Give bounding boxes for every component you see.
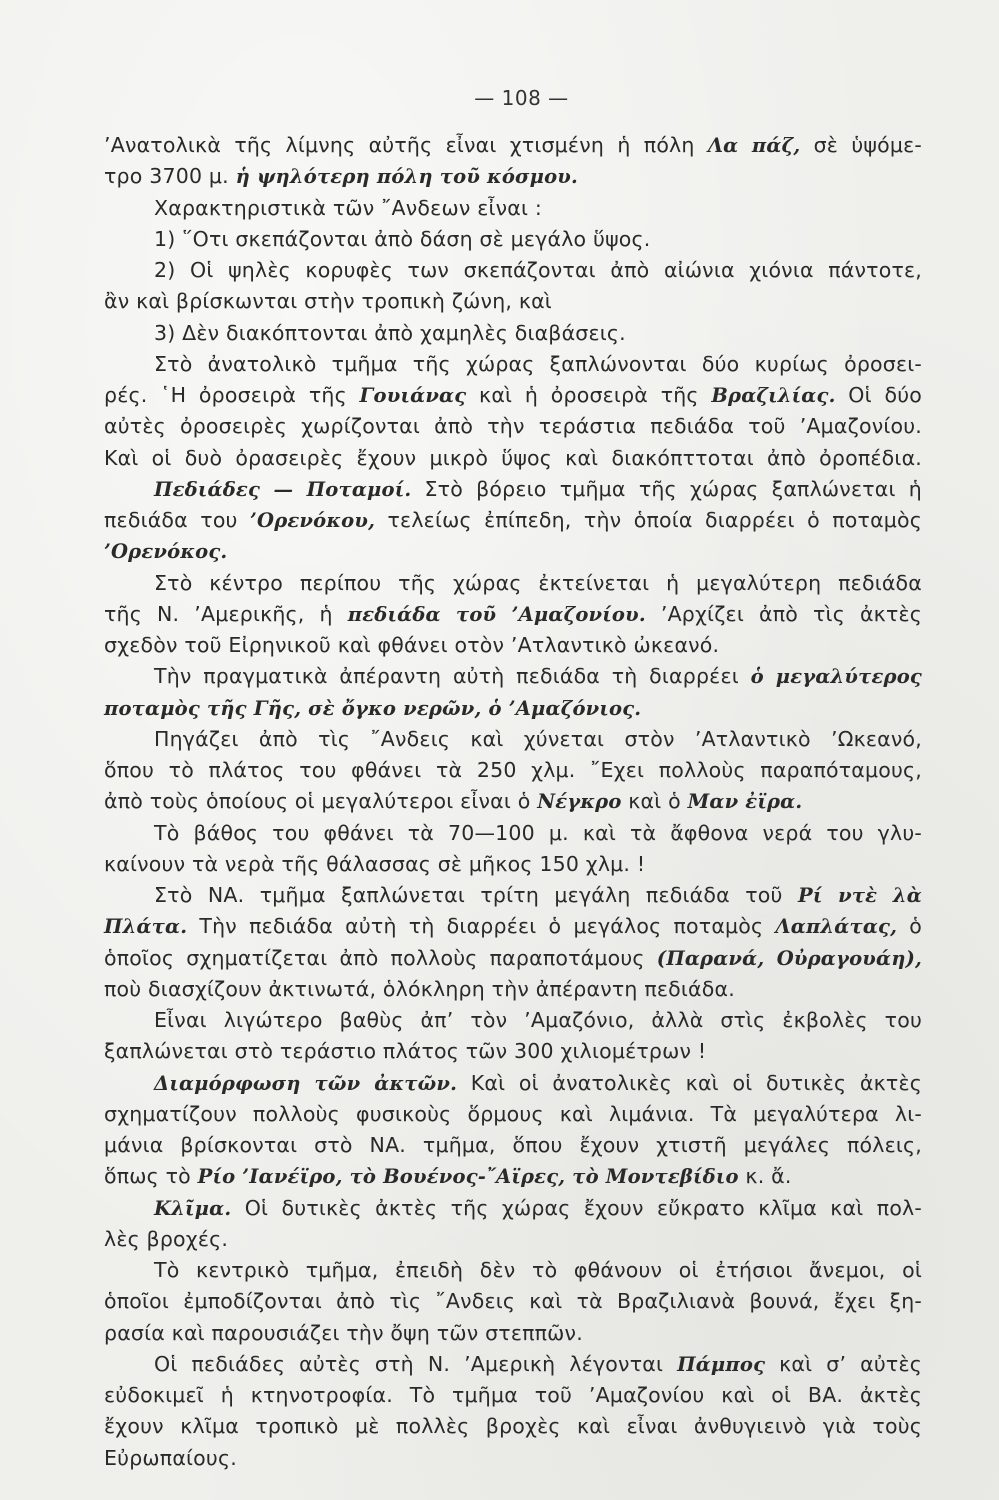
- text-segment: Εἶναι λιγώτερο βαθὺς ἀπ’ τὸν ’Αμαζόνιο, ἀλλὰ στὶς ἐκβολὲς του: [154, 1008, 922, 1032]
- emphasis-text: ποταμὸς τῆς Γῆς, σὲ ὄγκο νερῶν, ὁ ’Αμαζόνιος.: [104, 696, 642, 720]
- text-segment: Καὶ οἱ δυὸ ὀρασειρὲς ἔχουν μικρὸ ὕψος καὶ διακόπττοται ἀπὸ ὀροπέδια.: [104, 445, 922, 470]
- text-segment: ἔχουν κλῖμα τροπικὸ μὲ πολλὲς βροχὲς καὶ εἶναι ἀνθυγιεινὸ γιὰ τοὺς: [104, 1414, 922, 1439]
- text-line: [104, 130, 922, 161]
- text-line: [104, 661, 922, 692]
- text-line: [104, 911, 922, 942]
- emphasis-text: Βραζιλίας.: [711, 384, 836, 407]
- text-segment: μάνια βρίσκονται στὸ ΝΑ. τμῆμα, ὅπου ἔχουν χτιστῆ μεγάλες πόλεις,: [104, 1133, 922, 1157]
- text-segment: τῆς Ν. ’Αμερικῆς, ἡ: [104, 601, 348, 626]
- emphasis-text: Γουιάνας: [359, 384, 467, 407]
- text-segment: τελείως ἐπίπεδη, τὴν ὁποία διαρρέει ὁ ποταμὸς: [375, 508, 922, 532]
- text-segment: ὅπως τὸ: [104, 1164, 198, 1189]
- text-line: [104, 1443, 922, 1474]
- text-line: [104, 1286, 922, 1317]
- emphasis-text: (Παρανά, Οὐραγουάη),: [656, 946, 923, 970]
- text-line: [104, 1255, 922, 1286]
- emphasis-text: Λαπλάτας,: [775, 915, 898, 939]
- text-segment: Τὸ βάθος του φθάνει τὰ 70—100 μ. καὶ τὰ ἄφθονα νερά του γλυ-: [154, 820, 922, 845]
- text-segment: καίνουν τὰ νερὰ τῆς θάλασσας σὲ μῆκος 150 χλμ. !: [104, 851, 646, 876]
- text-segment: εὐδοκιμεῖ ἡ κτηνοτροφία. Τὸ τμῆμα τοῦ ’Αμαζονίου καὶ οἱ ΒΑ. ἀκτὲς: [104, 1383, 922, 1407]
- text-line: [104, 1099, 922, 1130]
- text-line: [104, 161, 922, 192]
- text-segment: ὁποῖος σχηματίζεται ἀπὸ πολλοὺς παραποτάμους: [104, 945, 657, 970]
- text-line: [104, 1068, 922, 1099]
- text-segment: Χαρακτηριστικὰ τῶν ῎Ανδεων εἶναι :: [154, 195, 542, 220]
- text-line: [104, 443, 922, 474]
- text-line: [104, 474, 922, 505]
- text-line: [104, 1411, 922, 1442]
- emphasis-text: πεδιάδα τοῦ ’Αμαζονίου.: [347, 602, 646, 626]
- text-line: [104, 755, 922, 786]
- text-segment: κ. ἄ.: [738, 1164, 792, 1189]
- text-segment: καὶ ὁ: [621, 789, 688, 814]
- text-line: [104, 536, 922, 567]
- text-line: [104, 1130, 922, 1161]
- text-segment: σὲ ὑψόμε-: [800, 133, 922, 157]
- text-line: [104, 193, 922, 224]
- text-segment: καὶ ἡ ὀροσειρὰ τῆς: [466, 383, 712, 407]
- text-segment: Τὴν πραγματικὰ ἀπέραντη αὐτὴ πεδιάδα τὴ διαρρέει: [154, 664, 751, 689]
- text-line: [104, 1161, 922, 1192]
- text-line: [104, 505, 922, 536]
- text-line: [104, 724, 922, 755]
- text-segment: Εὐρωπαίους.: [104, 1445, 237, 1470]
- text-segment: 3) Δὲν διακόπτονται ἀπὸ χαμηλὲς διαβάσεις.: [154, 320, 626, 345]
- text-segment: ποὺ διασχίζουν ἀκτινωτά, ὁλόκληρη τὴν ἀπέραντη πεδιάδα.: [104, 976, 735, 1001]
- text-segment: ξαπλώνεται στὸ τεράστιο πλάτος τῶν 300 χιλιομέτρων !: [104, 1039, 707, 1064]
- text-line: [104, 849, 922, 880]
- text-segment: Στὸ βόρειο τμῆμα τῆς χώρας ξαπλώνεται ἡ: [411, 476, 922, 501]
- text-line: [104, 286, 922, 317]
- text-line: [104, 880, 922, 911]
- text-segment: ὁ: [897, 914, 922, 939]
- text-segment: Στὸ κέντρο περίπου τῆς χώρας ἐκτείνεται ἡ μεγαλύτερη πεδιάδα: [154, 570, 922, 595]
- emphasis-text: Πάμπος: [677, 1352, 766, 1376]
- text-line: [104, 1193, 922, 1224]
- text-segment: ἂν καὶ βρίσκωνται στὴν τροπικὴ ζώνη, καὶ: [104, 289, 552, 314]
- text-segment: 2) Οἱ ψηλὲς κορυφὲς των σκεπάζονται ἀπὸ αἰώνια χιόνια πάντοτε,: [154, 258, 922, 282]
- emphasis-text: Πλάτα.: [104, 915, 188, 939]
- emphasis-text: ’Ορενόκου,: [250, 509, 376, 532]
- text-segment: ὅπου τὸ πλάτος του φθάνει τὰ 250 χλμ. ῎Εχει πολλοὺς παραπόταμους,: [104, 758, 922, 782]
- emphasis-text: Διαμόρφωση τῶν ἀκτῶν.: [154, 1071, 458, 1095]
- text-segment: πεδιάδα του: [104, 508, 251, 532]
- text-line: [104, 943, 922, 974]
- text-line: [104, 1380, 922, 1411]
- text-line: [104, 255, 922, 286]
- text-segment: ἀπὸ τοὺς ὁποίους οἱ μεγαλύτεροι εἶναι ὁ: [104, 789, 538, 814]
- text-line: [104, 1036, 922, 1067]
- emphasis-text: Pί ντὲ λὰ: [797, 884, 922, 907]
- body-text: [104, 130, 922, 1474]
- text-line: [104, 1005, 922, 1036]
- text-segment: Τὸ κεντρικὸ τμῆμα, ἐπειδὴ δὲν τὸ φθάνουν οἱ ἐτήσιοι ἄνεμοι, οἱ: [154, 1258, 922, 1282]
- page-number: — 108 —: [474, 86, 569, 110]
- text-line: [104, 818, 922, 849]
- text-segment: ὁποῖοι ἐμποδίζονται ἀπὸ τὶς ῎Ανδεις καὶ τὰ Βραζιλιανὰ βουνά, ἔχει ξη-: [104, 1289, 922, 1314]
- text-segment: λὲς βροχές.: [104, 1226, 229, 1251]
- text-line: [104, 1318, 922, 1349]
- text-line: [104, 380, 922, 411]
- text-segment: ρές. ῾Η ὀροσειρὰ τῆς: [104, 383, 360, 407]
- text-line: [104, 599, 922, 630]
- emphasis-text: Μαν ἐϊρα.: [687, 790, 803, 814]
- text-segment: Καὶ οἱ ἀνατολικὲς καὶ οἱ δυτικὲς ἀκτὲς: [457, 1070, 922, 1095]
- text-segment: ’Αρχίζει ἀπὸ τὶς ἀκτὲς: [645, 601, 922, 626]
- emphasis-text: Λα πάζ,: [707, 134, 801, 157]
- text-segment: καὶ σ’ αὐτὲς: [765, 1351, 922, 1376]
- text-segment: Πηγάζει ἀπὸ τὶς ῎Ανδεις καὶ χύνεται στὸν ’Ατλαντικὸ ’Ωκεανό,: [154, 726, 922, 751]
- text-segment: Οἱ δυτικὲς ἀκτὲς τῆς χώρας ἔχουν εὔκρατο κλῖμα καὶ πολ-: [231, 1195, 922, 1220]
- emphasis-text: Νέγκρο: [537, 790, 622, 814]
- text-segment: Τὴν πεδιάδα αὐτὴ τὴ διαρρέει ὁ μεγάλος ποταμὸς: [187, 914, 776, 939]
- text-line: [104, 630, 922, 661]
- text-line: [104, 693, 922, 724]
- text-line: [104, 318, 922, 349]
- text-segment: Οἱ δύο: [835, 383, 922, 407]
- text-segment: Στὸ ΝΑ. τμῆμα ξαπλώνεται τρίτη μεγάλη πεδιάδα τοῦ: [154, 883, 798, 907]
- text-line: [104, 568, 922, 599]
- text-segment: ’Ανατολικὰ τῆς λίμνης αὐτῆς εἶναι χτισμένη ἡ πόλη: [104, 133, 708, 157]
- emphasis-text: ’Ορενόκος.: [104, 540, 228, 564]
- emphasis-text: ἡ ψηλότερη πόλη τοῦ κόσμου.: [235, 165, 579, 189]
- text-line: [104, 224, 922, 255]
- text-line: [104, 411, 922, 442]
- text-line: [104, 1224, 922, 1255]
- text-line: [104, 974, 922, 1005]
- text-segment: ρασία καὶ παρουσιάζει τὴν ὄψη τῶν στεππῶν.: [104, 1320, 583, 1345]
- text-segment: τρο 3700 μ.: [104, 164, 236, 189]
- text-segment: Οἱ πεδιάδες αὐτὲς στὴ Ν. ’Αμερικὴ λέγονται: [154, 1351, 678, 1376]
- emphasis-text: ὁ μεγαλύτερος: [750, 665, 922, 689]
- text-segment: αὐτὲς ὀροσειρὲς χωρίζονται ἀπὸ τὴν τεράστια πεδιάδα τοῦ ’Αμαζονίου.: [104, 414, 922, 439]
- text-segment: Στὸ ἀνατολικὸ τμῆμα τῆς χώρας ξαπλώνονται δύο κυρίως ὀροσει-: [154, 351, 922, 376]
- text-line: [104, 1349, 922, 1380]
- text-segment: σχηματίζουν πολλοὺς φυσικοὺς ὅρμους καὶ λιμάνια. Τὰ μεγαλύτερα λι-: [104, 1101, 922, 1126]
- text-line: [104, 786, 922, 817]
- text-line: [104, 349, 922, 380]
- text-segment: σχεδὸν τοῦ Εἰρηνικοῦ καὶ φθάνει οτὸν ’Ατλαντικὸ ὠκεανό.: [104, 633, 720, 657]
- emphasis-text: Ρίο ’Ιανέϊρο, τὸ Βουένος-῎Αϊρες, τὸ Μοντεβίδιο: [197, 1165, 739, 1189]
- text-segment: 1) ῞Οτι σκεπάζονται ἀπὸ δάση σὲ μεγάλο ὕψος.: [154, 226, 651, 251]
- emphasis-text: Κλῖμα.: [154, 1196, 232, 1220]
- emphasis-text: Πεδιάδες — Ποταμοί.: [154, 477, 412, 501]
